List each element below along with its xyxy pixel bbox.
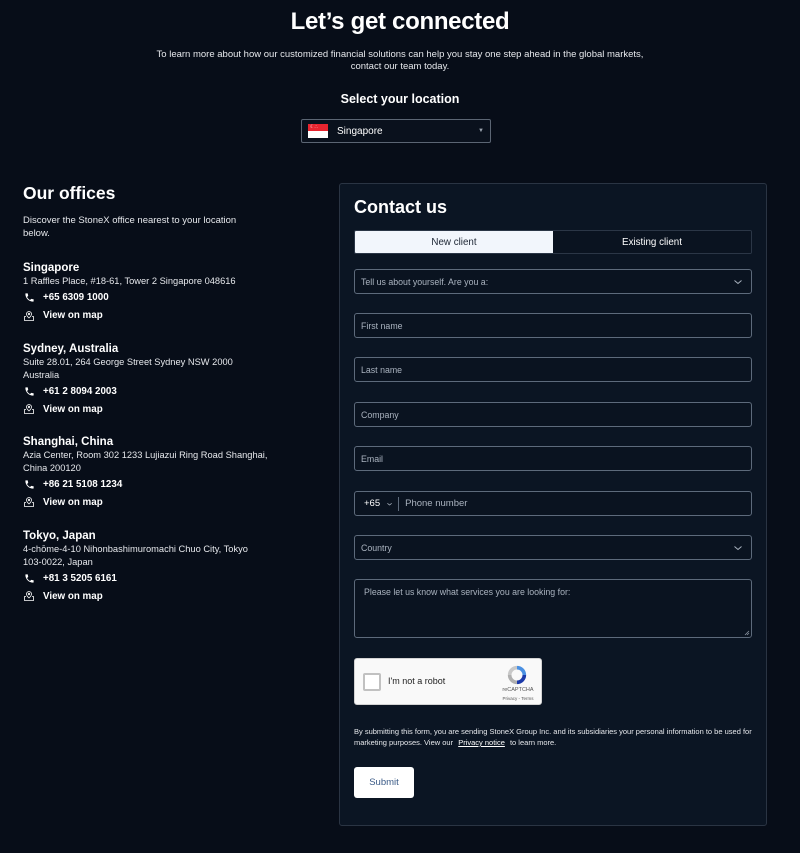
country-placeholder: Country <box>361 542 392 553</box>
page-subtitle <box>150 49 650 73</box>
client-type-tabs <box>354 230 752 254</box>
disclaimer-text-end: to learn more. <box>509 738 557 747</box>
email-field[interactable] <box>354 446 752 471</box>
country-select[interactable] <box>354 535 752 560</box>
company-field[interactable] <box>354 402 752 427</box>
office-phone-row <box>23 570 273 586</box>
map-pin-icon <box>23 403 35 415</box>
phone-icon <box>23 385 35 397</box>
office-address: 4-chōme-4-10 Nihonbashimuromachi Chuo City, Tokyo 103-0022, Japan <box>23 544 248 567</box>
recaptcha-logo-icon <box>506 664 528 686</box>
phone-field <box>354 491 752 516</box>
office-phone-row <box>23 476 273 492</box>
office-phone-row <box>23 383 273 399</box>
view-on-map-link[interactable]: View on map <box>43 496 103 508</box>
phone-icon <box>23 292 35 304</box>
office-map-row <box>23 308 273 324</box>
offices-title: Our offices <box>23 183 116 203</box>
chevron-down-icon <box>386 500 393 508</box>
chevron-down-icon <box>733 543 743 553</box>
submit-button[interactable]: Submit <box>354 767 414 798</box>
contact-title: Contact us <box>354 197 448 217</box>
last-name-field[interactable] <box>354 357 752 382</box>
message-textarea[interactable] <box>355 580 751 637</box>
company-input[interactable] <box>355 410 751 420</box>
chevron-down-icon <box>733 277 743 287</box>
office-map-row <box>23 401 273 417</box>
email-input[interactable] <box>355 454 751 464</box>
phone-icon <box>23 572 35 584</box>
office-address: Suite 28.01, 264 George Street Sydney NSW 2000 Australia <box>23 357 233 380</box>
view-on-map-link[interactable]: View on map <box>43 403 103 415</box>
about-yourself-select[interactable] <box>354 269 752 294</box>
privacy-notice-link[interactable]: Privacy notice <box>458 738 505 747</box>
office-singapore <box>23 261 273 324</box>
page-title: Let’s get connected <box>290 8 510 35</box>
office-map-row <box>23 588 273 604</box>
map-pin-icon <box>23 496 35 508</box>
location-select-value: Singapore <box>337 125 383 137</box>
view-on-map-link[interactable]: View on map <box>43 310 103 321</box>
subtitle-line-1: To learn more about how our customized financial solutions can help you stay one step ahead in the global markets, <box>156 49 644 60</box>
map-pin-icon <box>23 590 35 602</box>
office-phone-link[interactable]: +81 3 5205 6161 <box>43 572 117 584</box>
map-pin-icon <box>23 310 35 322</box>
recaptcha-widget <box>354 658 542 705</box>
office-name: Tokyo, Japan <box>23 530 96 542</box>
tab-existing-client[interactable]: Existing client <box>553 231 751 253</box>
message-field[interactable] <box>354 579 752 638</box>
office-shanghai <box>23 435 273 510</box>
offices-description: Discover the StoneX office nearest to your location below. <box>23 215 237 239</box>
view-on-map-link[interactable]: View on map <box>43 590 103 602</box>
singapore-flag-icon: ☾∴ <box>308 124 328 138</box>
last-name-input[interactable] <box>355 365 751 375</box>
office-phone-link[interactable]: +65 6309 1000 <box>43 292 109 303</box>
recaptcha-label: I'm not a robot <box>388 676 446 686</box>
tab-new-client[interactable]: New client <box>355 231 553 253</box>
first-name-field[interactable] <box>354 313 752 338</box>
office-name: Sydney, Australia <box>23 343 119 355</box>
phone-input[interactable] <box>399 498 751 509</box>
about-yourself-placeholder: Tell us about yourself. Are you a: <box>361 276 489 287</box>
recaptcha-brand: reCAPTCHA <box>502 687 534 693</box>
office-name: Singapore <box>23 262 80 274</box>
caret-down-icon: ▼ <box>478 128 484 134</box>
phone-icon <box>23 478 35 490</box>
subtitle-line-2: contact our team today. <box>350 61 450 72</box>
privacy-disclaimer <box>354 726 754 748</box>
location-select[interactable] <box>301 119 491 143</box>
resize-handle-icon[interactable] <box>744 630 750 636</box>
location-label: Select your location <box>340 92 460 106</box>
office-phone-link[interactable]: +86 21 5108 1234 <box>43 478 123 490</box>
recaptcha-privacy-terms[interactable]: Privacy - Terms <box>502 696 534 701</box>
office-phone-link[interactable]: +61 2 8094 2003 <box>43 385 117 397</box>
phone-code-select[interactable]: +65 <box>364 498 381 509</box>
office-sydney <box>23 342 273 417</box>
office-tokyo <box>23 529 273 604</box>
office-address: Azia Center, Room 302 1233 Lujiazui Ring Road Shanghai, China 200120 <box>23 450 268 473</box>
office-address: 1 Raffles Place, #18-61, Tower 2 Singapore 048616 <box>23 276 236 286</box>
disclaimer-text: By submitting this form, you are sending StoneX Group Inc. and its subsidiaries your personal information to be used for marketing purposes. View our <box>354 727 752 747</box>
first-name-input[interactable] <box>355 321 751 331</box>
office-phone-row <box>23 290 273 306</box>
recaptcha-checkbox[interactable] <box>363 673 381 691</box>
office-name: Shanghai, China <box>23 436 114 448</box>
office-map-row <box>23 494 273 510</box>
